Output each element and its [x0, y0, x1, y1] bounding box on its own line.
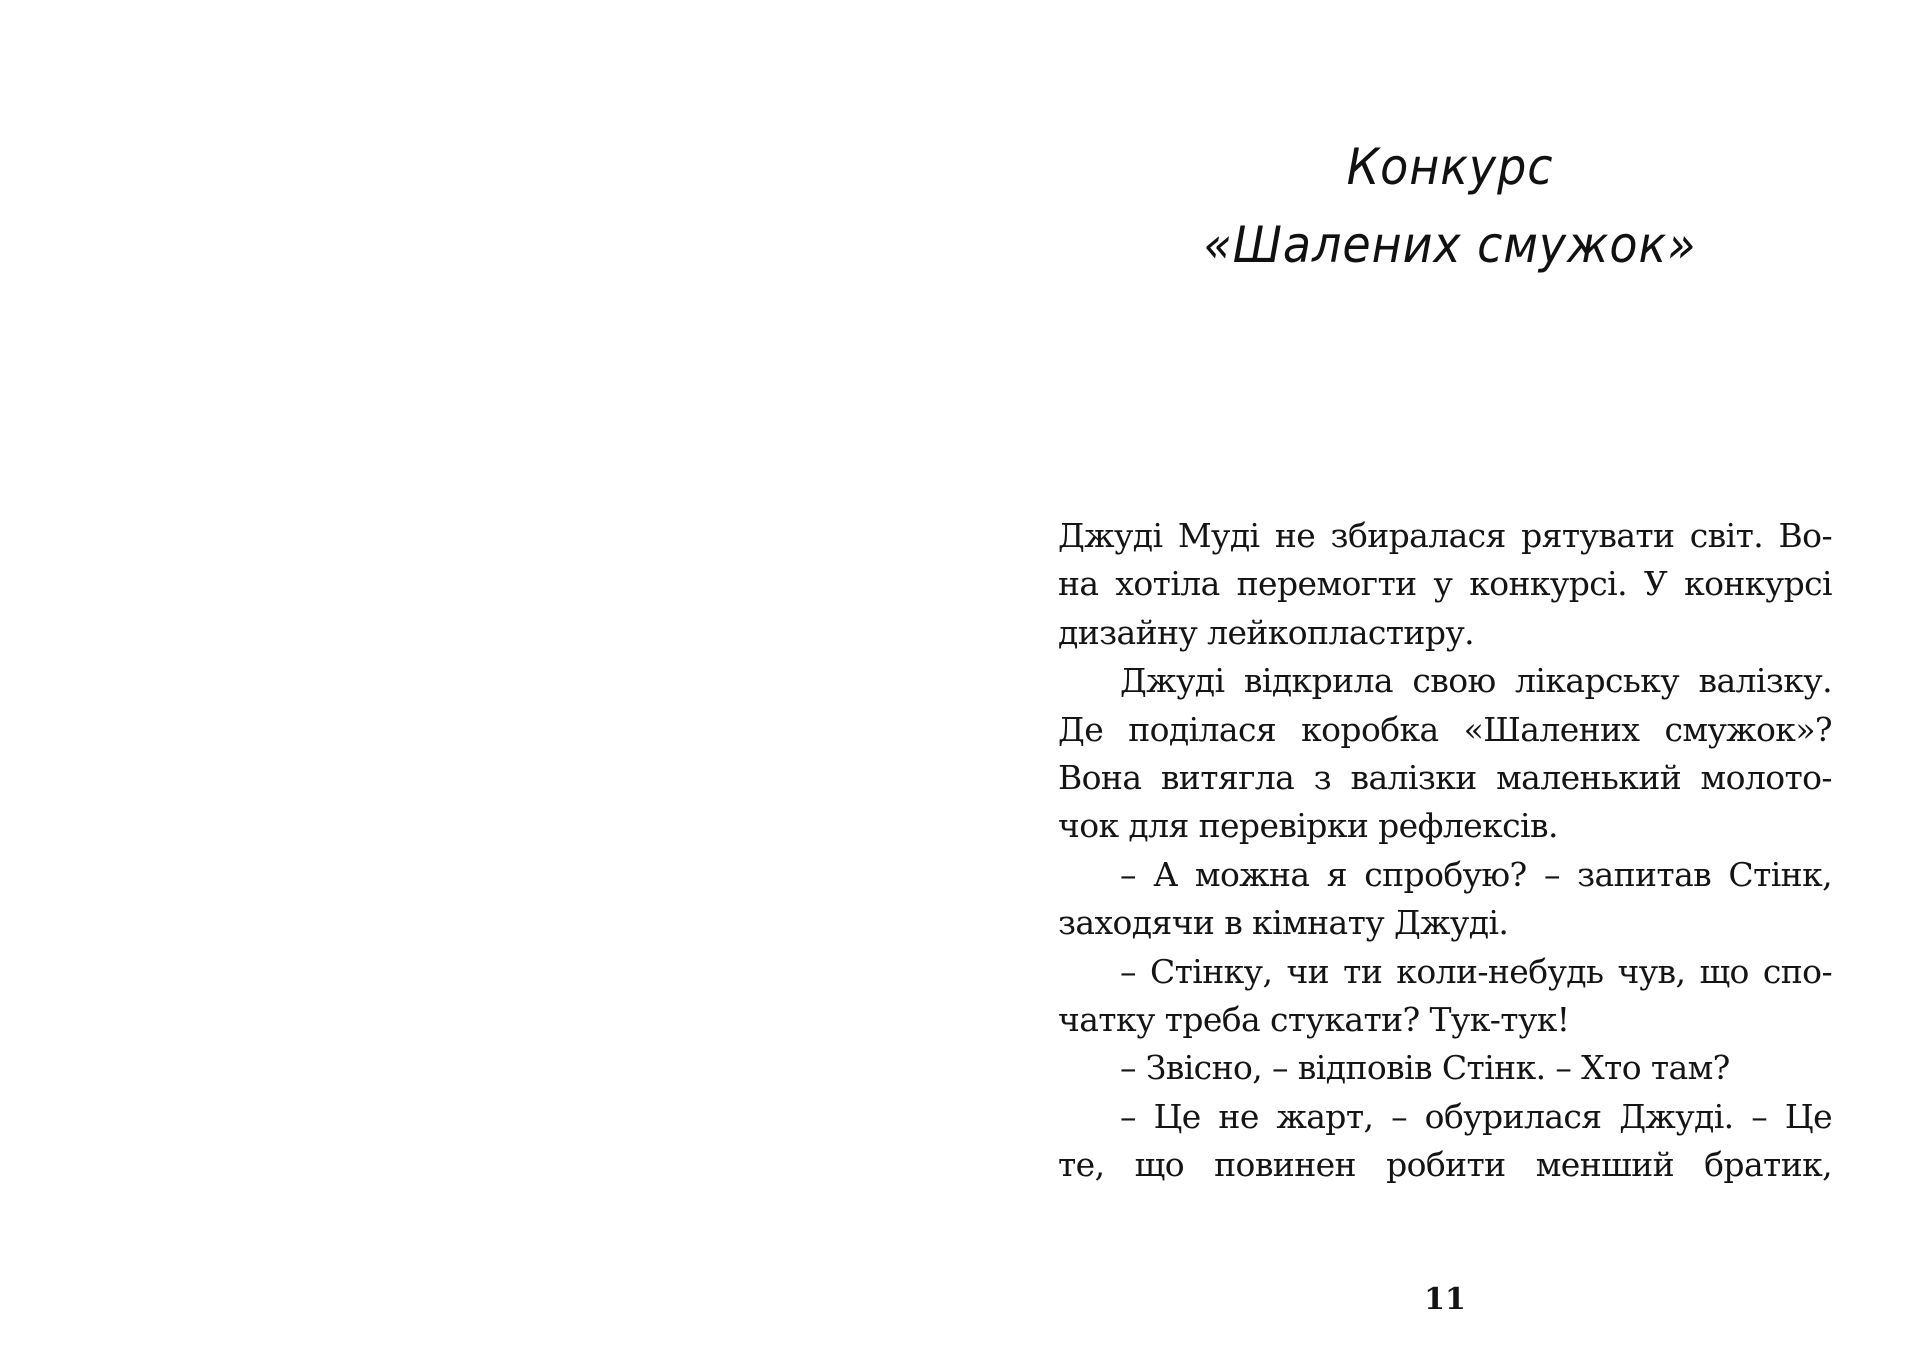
text-line: дизайну лейкопластиру.: [1058, 612, 1475, 652]
text-line: Вона витягла з валізки маленький молото-: [1058, 757, 1832, 797]
text-line: заходячи в кімнату Джуді.: [1058, 903, 1509, 943]
text-line: – Це не жарт, – обурилася Джуді. – Це: [1120, 1096, 1832, 1136]
text-line: на хотіла перемогти у конкурсі. У конкурсі: [1058, 564, 1832, 604]
chapter-title-line-1: Конкурс: [1346, 138, 1554, 196]
chapter-title-line-2: «Шалених смужок»: [1203, 216, 1697, 274]
text-line: Джуді відкрила свою лікарську валізку.: [1120, 661, 1832, 701]
text-line: Джуді Муді не збиралася рятувати світ. Во-: [1058, 516, 1832, 555]
text-line: – Стінку, чи ти коли-небудь чув, що спо-: [1120, 951, 1832, 991]
text-line: те, що повинен робити менший братик,: [1058, 1145, 1832, 1185]
text-line: чок для перевірки рефлексів.: [1058, 806, 1558, 846]
text-line: чатку треба стукати? Тук-тук!: [1058, 999, 1570, 1039]
chapter-title: [1174, 128, 1726, 284]
page-number: 11: [1424, 1282, 1466, 1317]
text-line: Де поділася коробка «Шалених смужок»?: [1058, 709, 1832, 749]
text-line: – Звісно, – відповів Стінк. – Хто там?: [1120, 1048, 1730, 1088]
body-text: [1058, 512, 1832, 1189]
text-line: – А можна я спробую? – запитав Стінк,: [1120, 854, 1832, 894]
